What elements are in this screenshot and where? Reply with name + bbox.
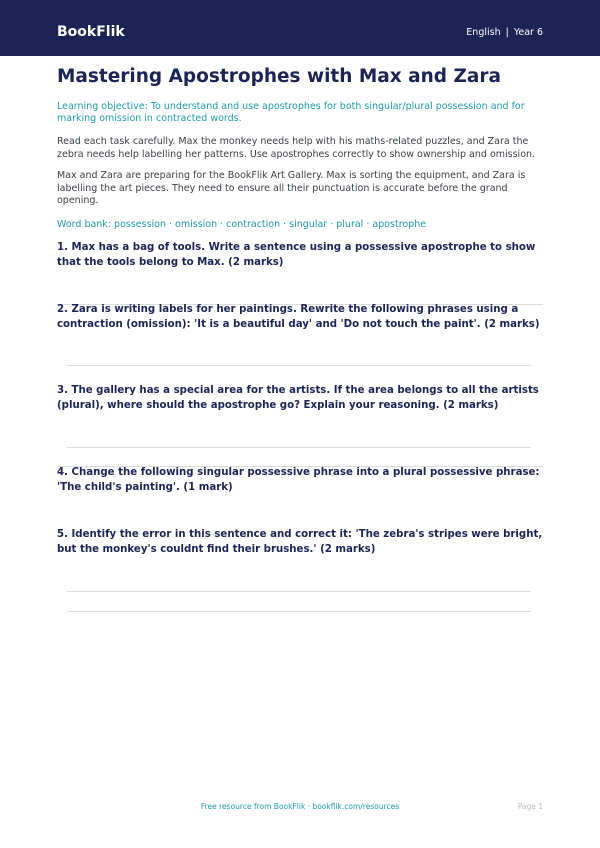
learning-objective: Learning objective: To understand and use apostrophes for both singular/plural possession and for marking omission in contracted words. [57,101,525,124]
answer-line[interactable] [67,365,531,366]
brand-logo: BookFlik [57,24,125,40]
subject-year-label [466,27,543,39]
worksheet-intro [57,66,543,231]
context-paragraph: Max and Zara are preparing for the BookFlik Art Gallery. Max is sorting the equipment, and Zara is labelling the art pieces. They need to ensure all their punctuation is accurate before the grand opening. [57,170,526,206]
header-separator: | [505,27,509,38]
answer-line[interactable] [67,591,531,592]
question-2: 2. Zara is writing labels for her paintings. Rewrite the following phrases using a contraction (omission): 'It is a beautiful day' and 'Do not touch the paint'. (2 marks) [57,304,540,330]
page-header [0,0,600,56]
instructions-paragraph: Read each task carefully. Max the monkey needs help with his maths-related puzzles, and Zara the zebra needs help labelling her patterns. Use apostrophes correctly to show ownership and omission. [57,136,536,160]
question-3: 3. The gallery has a special area for the artists. If the area belongs to all the artists (plural), where should the apostrophe go? Explain your reasoning. (2 marks) [57,385,539,411]
footer-credit: Free resource from BookFlik · bookflik.com/resources [200,802,400,811]
question-5: 5. Identify the error in this sentence and correct it: 'The zebra's stripes were bright, but the monkey's couldnt find their brushes.' (2 marks) [57,529,543,555]
question-1: 1. Max has a bag of tools. Write a sentence using a possessive apostrophe to show that the tools belong to Max. (2 marks) [57,242,536,268]
answer-line[interactable] [67,447,531,448]
year-label: Year 6 [513,27,543,38]
answer-line[interactable] [67,611,531,612]
question-4: 4. Change the following singular possessive phrase into a plural possessive phrase: 'The child's painting'. (1 mark) [57,467,540,493]
page-title: Mastering Apostrophes with Max and Zara [57,66,501,87]
subject-label: English [466,27,501,38]
word-bank: Word bank: possession · omission · contraction · singular · plural · apostrophe [57,218,427,230]
page-number: Page 1 [517,802,543,811]
